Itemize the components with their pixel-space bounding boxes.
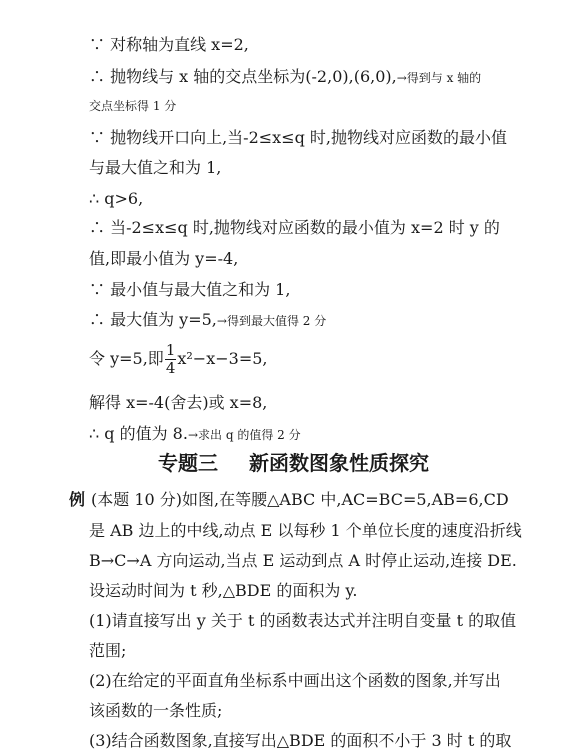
example-line-4: 设运动时间为 t 秒,△BDE 的面积为 y.: [89, 581, 358, 600]
solution-line-3: ∵ 抛物线开口向上,当-2≤x≤q 时,抛物线对应函数的最小值: [89, 128, 508, 147]
example-label: 例: [69, 490, 86, 509]
equation-line: 令 y=5,即 $\frac{1}{4}$ x²−x−3=5,: [89, 341, 268, 377]
example-line-1: 例 (本题 10 分)如图,在等腰△ABC 中,AC=BC=5,AB=6,CD: [69, 490, 509, 509]
solution-line-1: ∵ 对称轴为直线 x=2,: [89, 35, 249, 54]
score-note-intersections: →得到与 x 轴的: [396, 71, 482, 85]
example-line-3: B→C→A 方向运动,当点 E 运动到点 A 时停止运动,连接 DE.: [89, 551, 517, 570]
example-question-2-cont: 该函数的一条性质;: [89, 701, 223, 720]
solution-line-9: ∴ 最大值为 y=5,→得到最大值得 2 分: [89, 310, 327, 329]
solution-line-5: ∴ q>6,: [89, 189, 144, 208]
solution-line-4: 与最大值之和为 1,: [89, 158, 222, 177]
solution-line-6: ∴ 当-2≤x≤q 时,抛物线对应函数的最小值为 x=2 时 y 的: [89, 218, 500, 237]
solution-line-11: ∴ q 的值为 8.→求出 q 的值得 2 分: [89, 424, 301, 443]
solution-line-8: ∵ 最小值与最大值之和为 1,: [89, 280, 291, 299]
score-note-max: →得到最大值得 2 分: [216, 314, 327, 328]
solution-line-2: ∴ 抛物线与 x 轴的交点坐标为(-2,0),(6,0),→得到与 x 轴的: [89, 67, 482, 86]
section-title: 专题三 新函数图象性质探究: [158, 451, 429, 475]
solution-line-7: 值,即最小值为 y=-4,: [89, 249, 239, 268]
score-note-q: →求出 q 的值得 2 分: [187, 428, 301, 442]
solution-line-2-note: 交点坐标得 1 分: [89, 99, 177, 113]
example-question-2: (2)在给定的平面直角坐标系中画出这个函数的图象,并写出: [89, 671, 501, 690]
fraction-one-quarter: $\frac{1}{4}$: [165, 341, 176, 377]
example-question-1-cont: 范围;: [89, 641, 127, 660]
example-question-1: (1)请直接写出 y 关于 t 的函数表达式并注明自变量 t 的取值: [89, 611, 517, 630]
example-question-3: (3)结合函数图象,直接写出△BDE 的面积不小于 3 时 t 的取: [89, 731, 512, 750]
solution-line-10: 解得 x=-4(舍去)或 x=8,: [89, 393, 268, 412]
example-line-2: 是 AB 边上的中线,动点 E 以每秒 1 个单位长度的速度沿折线: [89, 521, 522, 540]
